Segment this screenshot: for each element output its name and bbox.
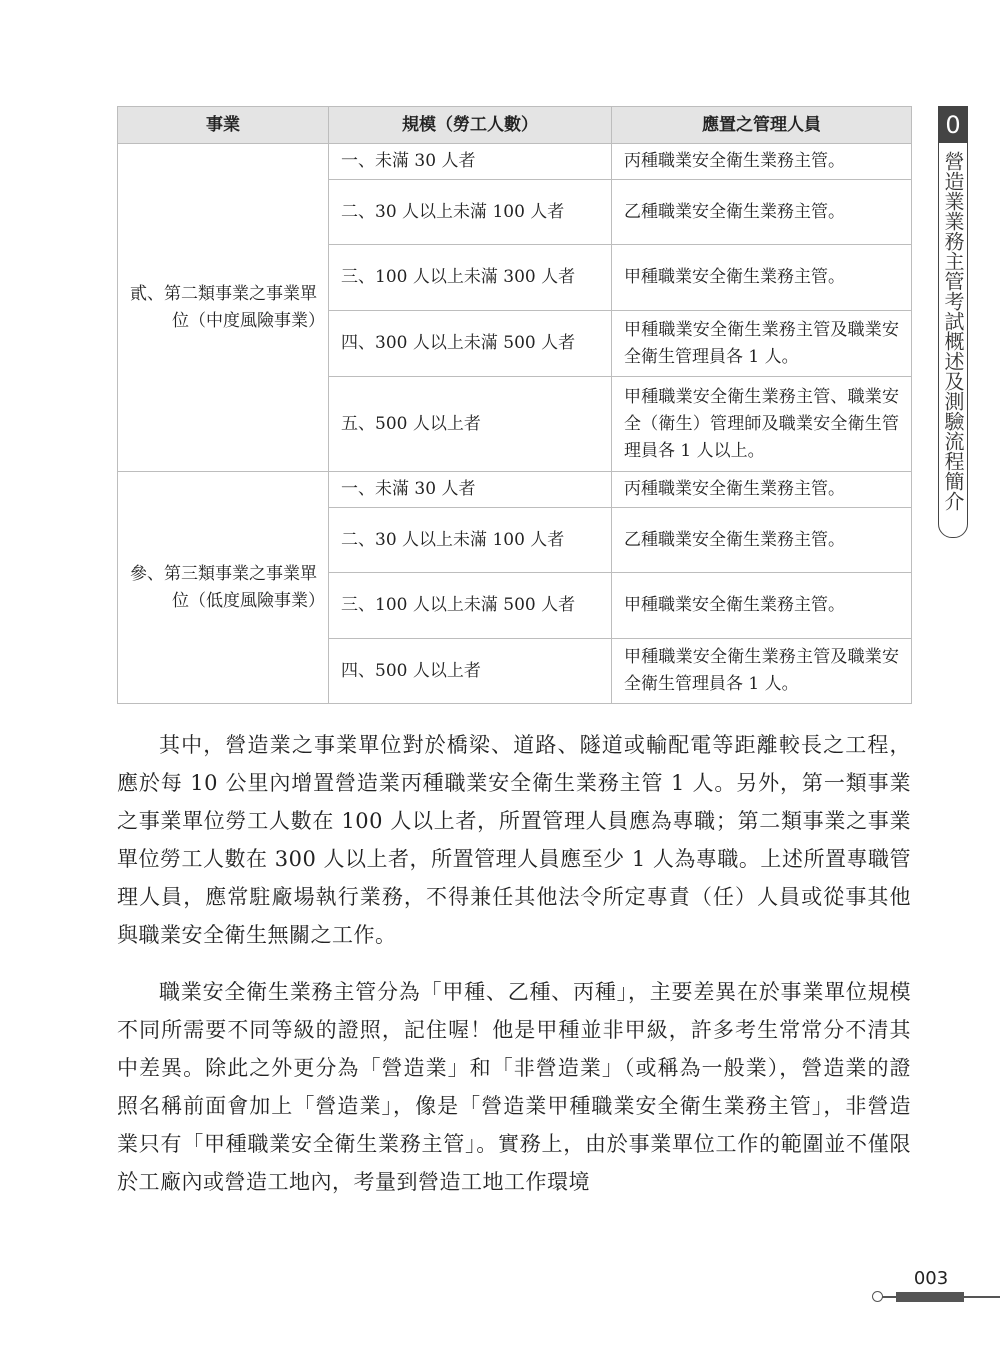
staff-cell: 甲種職業安全衛生業務主管及職業安全衛生管理員各 1 人。	[612, 311, 912, 377]
staff-cell: 乙種職業安全衛生業務主管。	[612, 508, 912, 573]
staff-cell: 甲種職業安全衛生業務主管、職業安全（衛生）管理師及職業安全衛生管理員各 1 人以上。	[612, 377, 912, 472]
header-scale: 規模（勞工人數）	[329, 107, 612, 144]
scale-cell: 四、500 人以上者	[329, 639, 612, 704]
header-industry: 事業	[118, 107, 329, 144]
table-row	[118, 472, 912, 508]
staff-requirement-table	[117, 106, 912, 704]
scale-cell: 四、300 人以上未滿 500 人者	[329, 311, 612, 377]
scale-cell: 五、500 人以上者	[329, 377, 612, 472]
scale-cell: 三、100 人以上未滿 300 人者	[329, 245, 612, 311]
category-cell	[118, 472, 329, 704]
chapter-side-tab	[938, 106, 968, 538]
category-label: 參、第三類事業之事業單位（低度風險事業）	[130, 563, 325, 611]
page-number-bar	[896, 1292, 964, 1302]
staff-cell: 甲種職業安全衛生業務主管。	[612, 573, 912, 639]
staff-cell: 甲種職業安全衛生業務主管及職業安全衛生管理員各 1 人。	[612, 639, 912, 704]
staff-cell: 甲種職業安全衛生業務主管。	[612, 245, 912, 311]
scale-cell: 一、未滿 30 人者	[329, 144, 612, 180]
header-staff: 應置之管理人員	[612, 107, 912, 144]
chapter-number: 0	[939, 107, 967, 143]
body-paragraph: 職業安全衛生業務主管分為「甲種、乙種、丙種」，主要差異在於事業單位規模不同所需要不同等級的證照，記住喔！他是甲種並非甲級，許多考生常常分不清其中差異。除此之外更分為「營造業」和「非營造業」（或稱為一般業），營造業的證照名稱前面會加上「營造業」，像是「營造業甲種職業安全衛生業務主管」，非營造業只有「甲種職業安全衛生業務主管」。實務上，由於事業單位工作的範圍並不僅限於工廠內或營造工地內，考量到營造工地工作環境	[117, 980, 911, 1194]
scale-cell: 一、未滿 30 人者	[329, 472, 612, 508]
chapter-title: 營造業業務主管考試概述及測驗流程簡介	[941, 151, 965, 511]
page-number-dot	[872, 1291, 883, 1302]
scale-cell: 三、100 人以上未滿 500 人者	[329, 573, 612, 639]
staff-cell: 乙種職業安全衛生業務主管。	[612, 180, 912, 245]
table-header-row	[118, 107, 912, 144]
page-number: 003	[913, 1268, 949, 1289]
staff-cell: 丙種職業安全衛生業務主管。	[612, 144, 912, 180]
table-row	[118, 144, 912, 180]
scale-cell: 二、30 人以上未滿 100 人者	[329, 508, 612, 573]
staff-cell: 丙種職業安全衛生業務主管。	[612, 472, 912, 508]
scale-cell: 二、30 人以上未滿 100 人者	[329, 180, 612, 245]
body-paragraph: 其中，營造業之事業單位對於橋梁、道路、隧道或輸配電等距離較長之工程，應於每 10 公里內增置營造業丙種職業安全衛生業務主管 1 人。另外，第一類事業之事業單位勞工人數在 100 人以上者，所置管理人員應為專職；第二類事業之事業單位勞工人數在 300 人以上者，所置管理人員應至少 1 人為專職。上述所置專職管理人員，應常駐廠場執行業務，不得兼任其他法令所定專責（任）人員或從事其他與職業安全衛生無關之工作。	[117, 733, 911, 947]
category-cell	[118, 144, 329, 472]
category-label: 貳、第二類事業之事業單位（中度風險事業）	[130, 283, 325, 331]
